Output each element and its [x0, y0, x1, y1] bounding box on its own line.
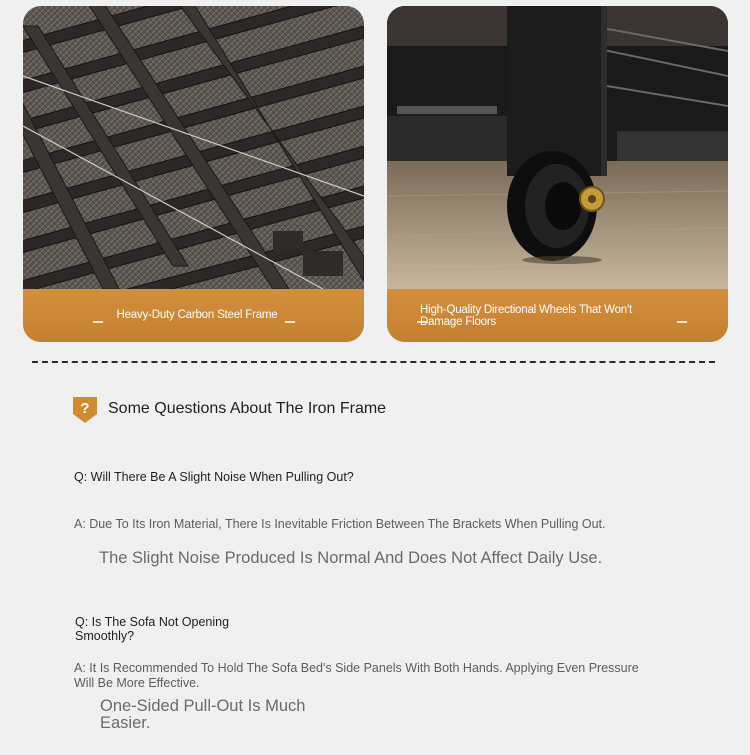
caption-bar — [387, 289, 728, 342]
frame-caption: Heavy-Duty Carbon Steel Frame — [116, 309, 278, 321]
wheel-caption: High-Quality Directional Wheels That Won't Damage Floors — [420, 304, 632, 328]
steel-frame-photo — [23, 6, 364, 289]
faq-answer: A: It Is Recommended To Hold The Sofa Bed's Side Panels With Both Hands. Applying Even Pressure Will Be More Effective. — [74, 661, 639, 690]
faq-answer: A: Due To Its Iron Material, There Is Inevitable Friction Between The Brackets When Pulling Out. — [74, 517, 606, 531]
wheel-feature-card — [387, 6, 728, 342]
faq-answer-highlight: One-Sided Pull-Out Is Much Easier. — [100, 697, 306, 732]
wheel-photo — [387, 6, 728, 289]
faq-question: Q: Is The Sofa Not Opening Smoothly? — [75, 615, 230, 643]
faq-answer-highlight: The Slight Noise Produced Is Normal And Does Not Affect Daily Use. — [99, 549, 603, 567]
faq-question: Q: Will There Be A Slight Noise When Pulling Out? — [74, 470, 354, 484]
svg-text:?: ? — [80, 400, 90, 417]
caption-bar — [23, 289, 364, 342]
faq-title: Some Questions About The Iron Frame — [108, 400, 387, 417]
question-mark-badge-icon — [72, 396, 98, 424]
frame-feature-card — [23, 6, 364, 342]
dashed-divider — [32, 361, 715, 363]
